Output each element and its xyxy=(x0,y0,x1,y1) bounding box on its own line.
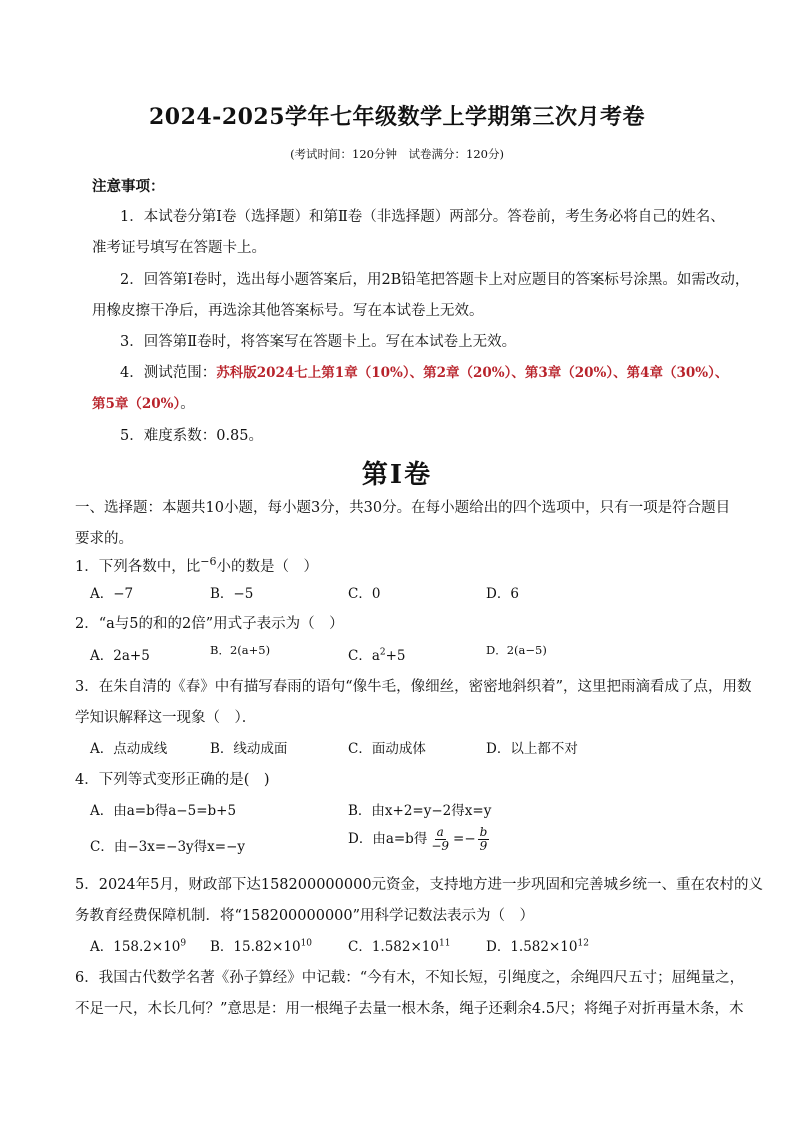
note-1-line-1: 1．本试卷分第Ⅰ卷（选择题）和第Ⅱ卷（非选择题）两部分。答卷前，考生务必将自己的姓名、 xyxy=(120,209,725,225)
question-4-option-c: C．由−3x=−3y得x=−y xyxy=(90,839,246,855)
exam-subtitle: (考试时间：120分钟 试卷满分：120分) xyxy=(290,147,504,161)
question-1-stem xyxy=(75,555,318,576)
question-2-option-d: D．2(a−5) xyxy=(486,643,547,657)
note-4-suffix: 。 xyxy=(180,396,195,412)
exam-title: 2024-2025学年七年级数学上学期第三次月考卷 xyxy=(148,104,646,130)
fraction-denominator: −9 xyxy=(431,839,450,853)
question-5-line-1: 5．2024年5月，财政部下达158200000000元资金，支持地方进一步巩固和完善城乡统一、重在农村的义 xyxy=(75,877,764,893)
question-4-option-d-equals: =− xyxy=(453,831,476,847)
note-1-line-2: 准考证号填写在答题卡上。 xyxy=(92,240,266,256)
question-4-option-a: A．由a=b得a−5=b+5 xyxy=(90,803,237,819)
fraction-numerator: a xyxy=(436,825,444,839)
question-2-stem: 2．“a与5的和的2倍”用式子表示为（ ） xyxy=(75,616,344,632)
question-4-option-d-prefix: D．由a=b得 xyxy=(348,831,428,847)
note-5: 5．难度系数：0.85。 xyxy=(120,428,264,444)
question-1-stem-a: 1．下列各数中，比 xyxy=(75,559,201,575)
question-4-option-b: B．由x+2=y−2得x=y xyxy=(348,803,492,819)
question-5-option-c-exp: 11 xyxy=(438,938,451,949)
fraction-numerator: b xyxy=(479,825,488,839)
question-5-option-d-base: D．1.582×10 xyxy=(486,939,578,955)
question-3-line-2: 学知识解释这一现象（ ）． xyxy=(75,710,257,726)
question-5-option-c-base: C．1.582×10 xyxy=(348,939,439,955)
question-2-option-c-exp: 2 xyxy=(379,647,386,658)
question-6-line-1: 6．我国古代数学名著《孙子算经》中记载：“今有木，不知长短，引绳度之，余绳四尺五寸；屈绳量之， xyxy=(75,970,745,986)
question-4-stem: 4．下列等式变形正确的是( ) xyxy=(75,772,270,788)
question-5-option-d-exp: 12 xyxy=(577,938,589,949)
notes-heading: 注意事项： xyxy=(92,178,165,195)
question-5-line-2: 务教育经费保障机制．将“158200000000”用科学记数法表示为（ ） xyxy=(75,908,535,924)
question-5-option-a xyxy=(90,935,186,955)
question-5-option-b-base: B．15.82×10 xyxy=(210,939,301,955)
part-one-instructions-line-1: 一、选择题：本题共10小题，每小题3分，共30分。在每小题给出的四个选项中，只有一项是符合题目 xyxy=(75,500,731,516)
question-1-number: −6 xyxy=(200,555,217,569)
question-1-option-a: A．−7 xyxy=(90,586,134,602)
fraction-a-over-minus-9 xyxy=(429,826,451,853)
question-1-option-c: C．0 xyxy=(348,586,381,602)
question-5-option-a-exp: 9 xyxy=(180,938,187,949)
question-4-option-d xyxy=(348,826,491,853)
note-4-prefix: 4．测试范围： xyxy=(120,365,217,381)
note-2-line-1: 2．回答第Ⅰ卷时，选出每小题答案后，用2B铅笔把答题卡上对应题目的答案标号涂黑。如需改动， xyxy=(120,272,750,288)
question-3-option-c: C．面动成体 xyxy=(348,741,426,757)
question-5-option-d xyxy=(486,935,589,955)
question-3-line-1: 3．在朱自清的《春》中有描写春雨的语句“像牛毛，像细丝，密密地斜织着”，这里把雨滴看成了点，用数 xyxy=(75,679,752,695)
question-6-line-2: 不足一尺，木长几何？”意思是：用一根绳子去量一根木条，绳子还剩余4.5尺；将绳子对折再量木条，木 xyxy=(75,1001,744,1017)
question-3-option-d: D．以上都不对 xyxy=(486,741,578,757)
note-4-line-2 xyxy=(92,392,195,413)
section-title: 第Ⅰ卷 xyxy=(361,460,433,490)
fraction-b-over-9 xyxy=(478,826,490,853)
question-5-option-b-exp: 10 xyxy=(300,938,313,949)
note-2-line-2: 用橡皮擦干净后，再选涂其他答案标号。写在本试卷上无效。 xyxy=(92,303,484,319)
question-1-stem-b: 小的数是（ ） xyxy=(216,559,318,575)
question-1-option-b: B．−5 xyxy=(210,586,254,602)
question-2-option-b: B．2(a+5) xyxy=(210,643,271,657)
question-5-option-c xyxy=(348,935,450,955)
question-2-option-a: A．2a+5 xyxy=(90,648,150,664)
note-3: 3．回答第Ⅱ卷时，将答案写在答题卡上。写在本试卷上无效。 xyxy=(120,334,517,350)
fraction-denominator: 9 xyxy=(479,839,488,853)
question-2-option-c xyxy=(348,644,406,664)
test-range-line-1: 苏科版2024七上第1章（10%）、第2章（20%）、第3章（20%）、第4章（30%）、 xyxy=(216,365,729,381)
question-3-option-b: B．线动成面 xyxy=(210,741,288,757)
question-3-option-a: A．点动成线 xyxy=(90,741,168,757)
question-5-option-b xyxy=(210,935,312,955)
question-2-option-c-tail: +5 xyxy=(385,648,406,664)
question-2-option-c-base: C．a xyxy=(348,648,380,664)
part-one-instructions-line-2: 要求的。 xyxy=(75,531,133,547)
test-range-line-2: 第5章（20%） xyxy=(92,396,181,412)
question-1-option-d: D．6 xyxy=(486,586,519,602)
note-4-line-1 xyxy=(120,361,728,382)
question-5-option-a-base: A．158.2×10 xyxy=(90,939,181,955)
